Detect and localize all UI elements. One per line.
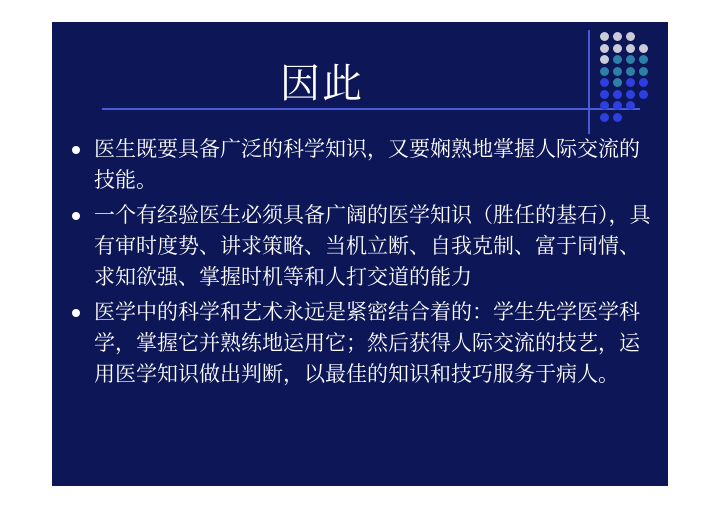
decorative-dot bbox=[639, 44, 648, 53]
decorative-dot bbox=[600, 78, 609, 87]
decorative-dot bbox=[626, 101, 635, 110]
dot-grid-decoration bbox=[600, 32, 660, 124]
decorative-dot bbox=[600, 32, 609, 41]
decorative-dot bbox=[600, 44, 609, 53]
decorative-dot bbox=[626, 44, 635, 53]
decorative-dot bbox=[626, 55, 635, 64]
decorative-dot bbox=[639, 78, 648, 87]
bullet-icon bbox=[72, 309, 80, 317]
decorative-dot bbox=[613, 44, 622, 53]
decorative-dot bbox=[600, 113, 609, 122]
decorative-dot bbox=[613, 67, 622, 76]
bullet-text: 一个有经验医生必须具备广阔的医学知识（胜任的基石），具有审时度势、讲求策略、当机立断、自我克制、富于同情、求知欲强、掌握时机等和人打交道的能力 bbox=[94, 203, 651, 289]
decorative-dot bbox=[626, 67, 635, 76]
decorative-dot bbox=[626, 32, 635, 41]
decorative-dot bbox=[639, 67, 648, 76]
title-underline bbox=[102, 108, 640, 110]
decorative-dot bbox=[600, 55, 609, 64]
decorative-dot bbox=[600, 101, 609, 110]
bullet-item bbox=[72, 297, 658, 390]
bullet-text: 医学中的科学和艺术永远是紧密结合着的：学生先学医学科学，掌握它并熟练地运用它；然后获得人际交流的技艺，运用医学知识做出判断，以最佳的知识和技巧服务于病人。 bbox=[94, 300, 640, 386]
decorative-dot bbox=[613, 113, 622, 122]
decorative-dot bbox=[613, 32, 622, 41]
decorative-dot bbox=[613, 78, 622, 87]
decorative-dot bbox=[613, 101, 622, 110]
decorative-dot bbox=[600, 90, 609, 99]
decorative-dot bbox=[613, 90, 622, 99]
bullet-item bbox=[72, 200, 658, 293]
decorative-dot bbox=[639, 90, 648, 99]
bullet-icon bbox=[72, 146, 80, 154]
bullet-list bbox=[72, 134, 658, 394]
bullet-text: 医生既要具备广泛的科学知识，又要娴熟地掌握人际交流的技能。 bbox=[94, 137, 640, 192]
decorative-dot bbox=[600, 67, 609, 76]
decorative-dot bbox=[626, 90, 635, 99]
bullet-icon bbox=[72, 212, 80, 220]
slide bbox=[52, 22, 668, 486]
vertical-divider bbox=[588, 30, 590, 134]
decorative-dot bbox=[639, 55, 648, 64]
bullet-item bbox=[72, 134, 658, 196]
slide-title: 因此 bbox=[280, 61, 364, 107]
decorative-dot bbox=[613, 55, 622, 64]
decorative-dot bbox=[626, 78, 635, 87]
